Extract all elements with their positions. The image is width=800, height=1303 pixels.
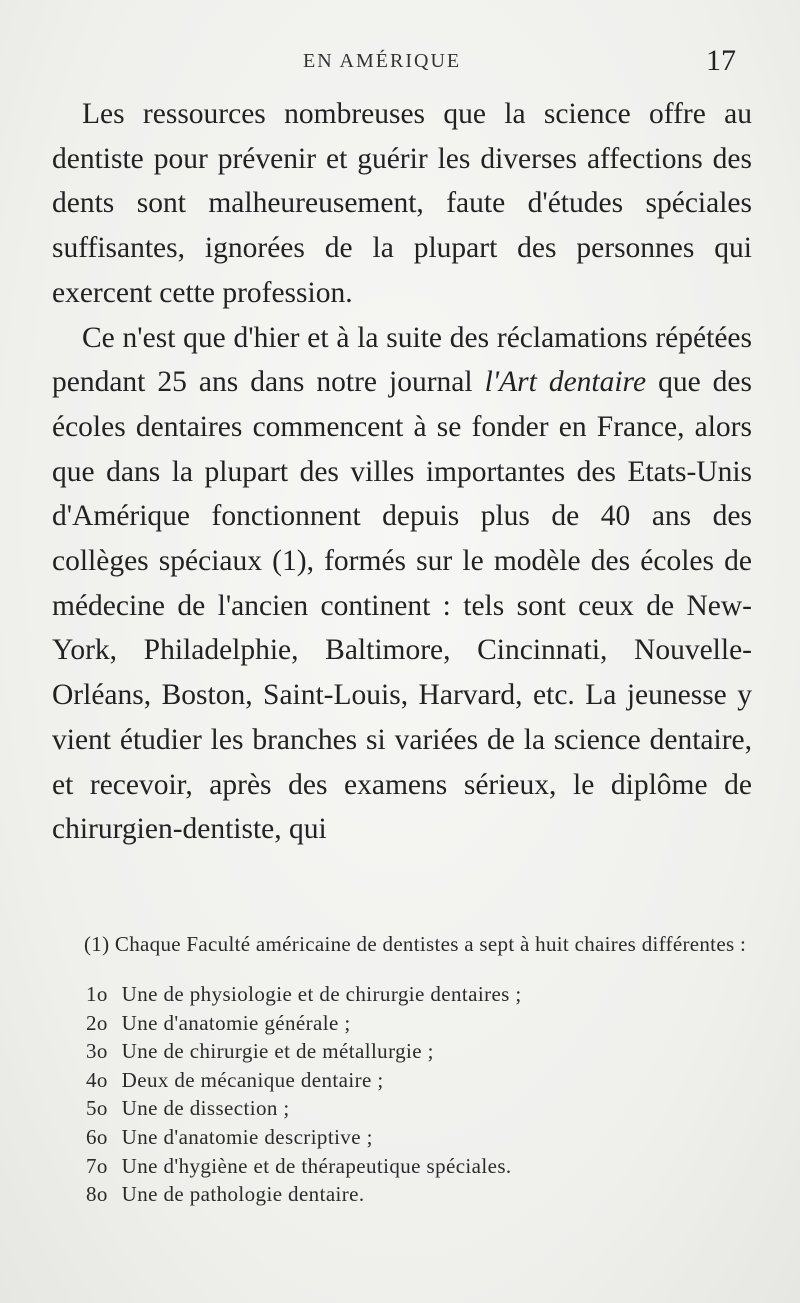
footnote-list	[54, 980, 754, 1209]
item-text: Une de dissection ;	[121, 1096, 290, 1121]
item-text: Une d'hygiène et de thérapeutique spéciales.	[121, 1153, 512, 1178]
journal-title: l'Art dentaire	[484, 366, 647, 399]
list-item	[86, 1009, 754, 1038]
list-item	[86, 1094, 754, 1123]
list-item	[86, 1123, 754, 1152]
list-item	[86, 980, 754, 1009]
paragraph-2	[52, 316, 752, 852]
item-text: Une d'anatomie générale ;	[121, 1010, 351, 1035]
item-number: 1o	[86, 982, 108, 1006]
paragraph-1: Les ressources nombreuses que la science offre au dentiste pour prévenir et guérir les diverses affections des dents sont malheureusement, faute d'études spéciales suffisantes, ignorées de la plupart des personnes qui exercent cette profession.	[52, 98, 752, 309]
list-item	[86, 1066, 754, 1095]
page-header	[0, 44, 800, 84]
item-text: Deux de mécanique dentaire ;	[121, 1067, 384, 1092]
item-number: 7o	[86, 1153, 108, 1178]
item-number: 6o	[86, 1124, 108, 1149]
list-item	[86, 1037, 754, 1066]
paragraph-2-start: Ce n'est que d'hier et à la suite des réclamations répétées pendant 25 ans dans notre journal	[52, 321, 752, 399]
list-item	[86, 1180, 754, 1209]
list-item	[86, 1152, 754, 1181]
item-number: 8o	[86, 1182, 108, 1207]
page-number: 17	[706, 44, 736, 77]
paragraph-2-end: que des écoles dentaires commencent à se fonder en France, alors que dans la plupart des villes importantes des Etats-Unis d'Amérique fonctionnent depuis plus de 40 ans des collèges spéciaux (1), formés sur le modèle des écoles de médecine de l'ancien continent : tels sont ceux de New-York, Philadelphie, Baltimore, Cincinnati, Nouvelle-Orléans, Boston, Saint-Louis, Harvard, etc. La jeunesse y vient étudier les branches si variées de la science dentaire, et recevoir, après des examens sérieux, le diplôme de chirurgien-dentiste, qui	[52, 366, 753, 846]
item-text: Une de pathologie dentaire.	[121, 1182, 365, 1207]
body-text	[52, 92, 752, 852]
footnote-intro: (1) Chaque Faculté américaine de dentistes a sept à huit chaires différentes :	[84, 932, 747, 956]
item-text: Une de chirurgie et de métallurgie ;	[121, 1039, 434, 1064]
running-head: EN AMÉRIQUE	[303, 50, 462, 72]
item-number: 3o	[86, 1039, 108, 1064]
item-number: 4o	[86, 1067, 108, 1092]
item-number: 2o	[86, 1010, 108, 1035]
item-text: Une de physiologie et de chirurgie dentaires ;	[121, 982, 522, 1006]
item-text: Une d'anatomie descriptive ;	[121, 1124, 373, 1149]
item-number: 5o	[86, 1096, 108, 1121]
footnote	[54, 930, 754, 1209]
